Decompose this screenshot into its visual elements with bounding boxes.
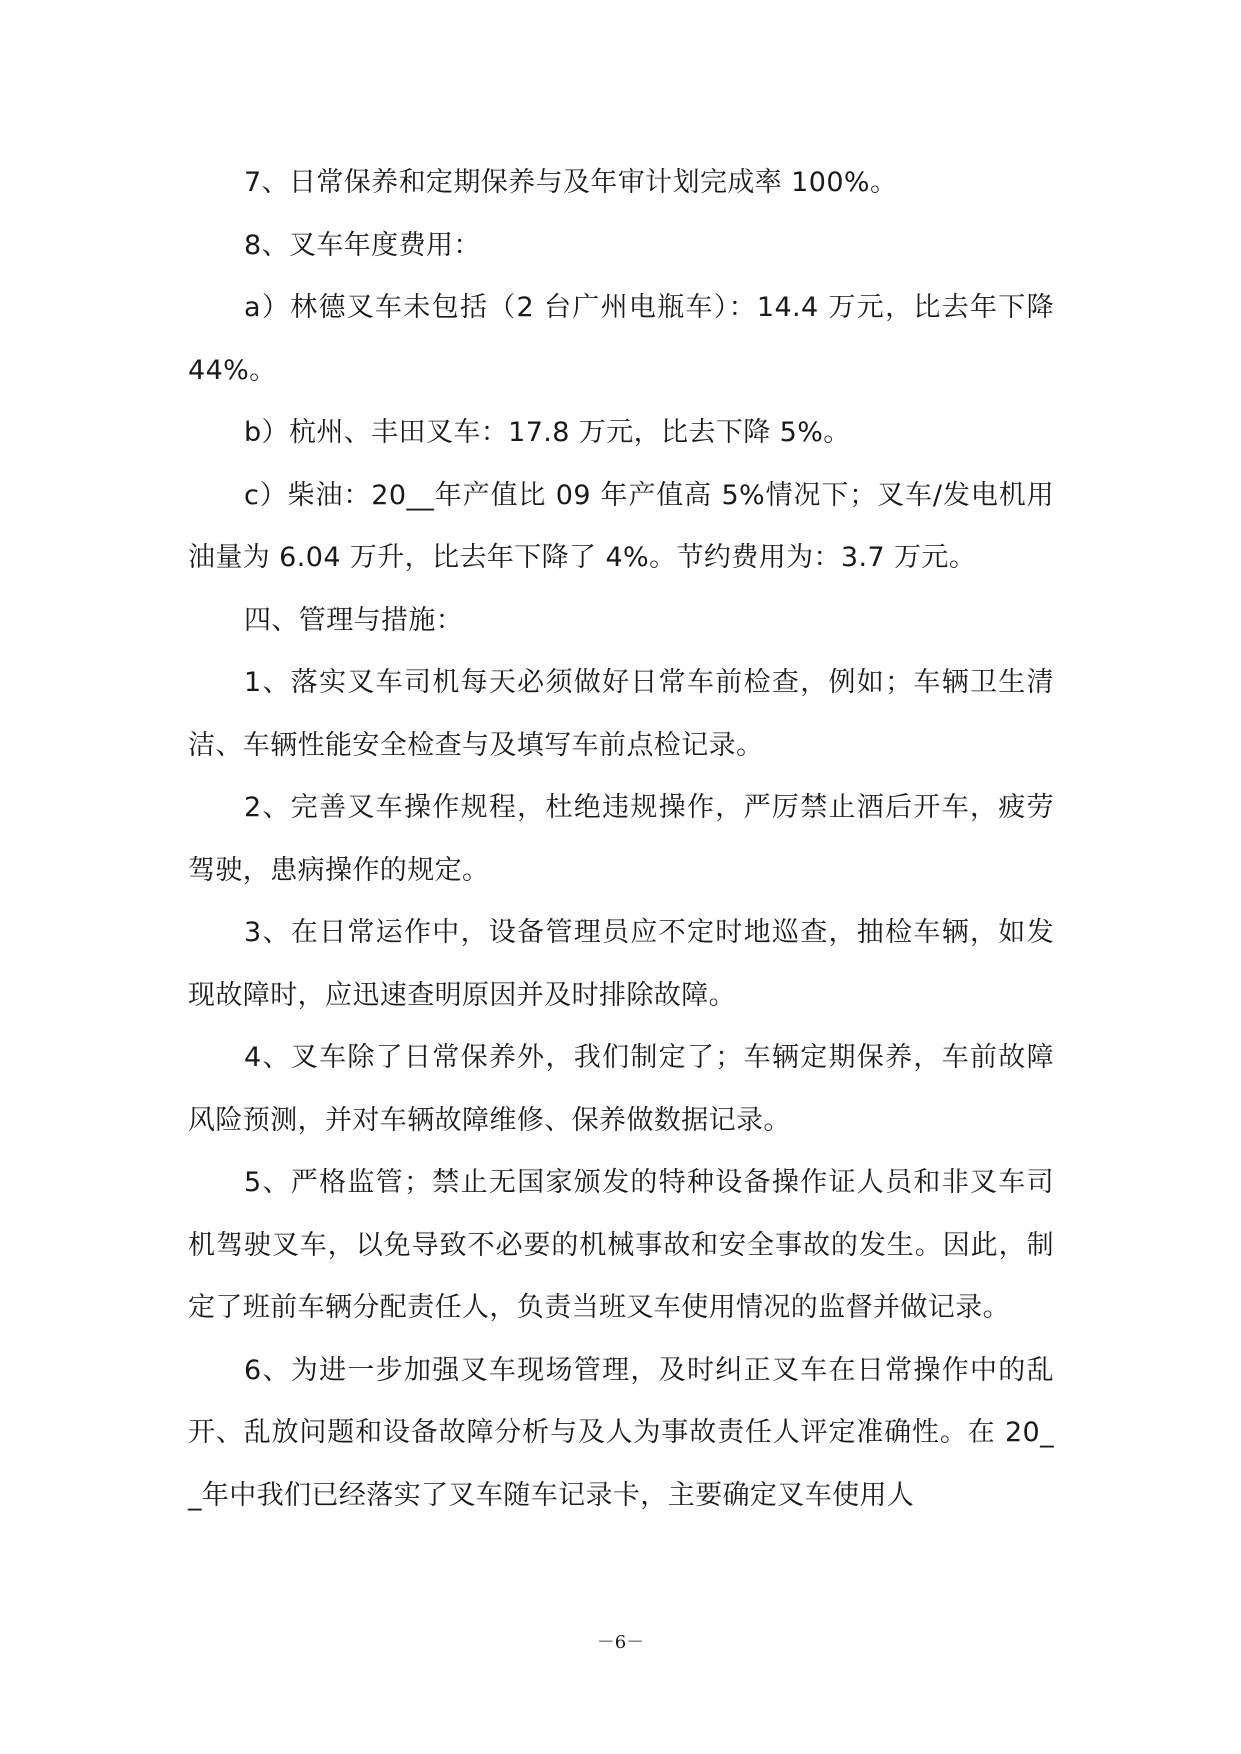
paragraph-measure-4: 4、叉车除了日常保养外，我们制定了；车辆定期保养，车前故障风险预测，并对车辆故障维修、保养做数据记录。 xyxy=(188,1042,1054,1136)
paragraph-measure-3: 3、在日常运作中，设备管理员应不定时地巡查，抽检车辆，如发现故障时，应迅速查明原因并及时排除故障。 xyxy=(188,917,1054,1011)
paragraph-measure-6: 6、为进一步加强叉车现场管理，及时纠正叉车在日常操作中的乱开、乱放问题和设备故障分析与及人为事故责任人评定准确性。在 20__年中我们已经落实了叉车随车记录卡，主要确定叉车使用人 xyxy=(188,1354,1054,1511)
paragraph-item-7: 7、日常保养和定期保养与及年审计划完成率 100%。 xyxy=(244,167,898,198)
page-number: －6－ xyxy=(596,1632,645,1653)
paragraph-item-8: 8、叉车年度费用： xyxy=(244,229,481,261)
document-body xyxy=(188,152,1054,1527)
paragraph-measure-1: 1、落实叉车司机每天必须做好日常车前检查，例如；车辆卫生清洁、车辆性能安全检查与及填写车前点检记录。 xyxy=(188,667,1054,761)
paragraph-measure-2: 2、完善叉车操作规程，杜绝违规操作，严厉禁止酒后开车，疲劳驾驶，患病操作的规定。 xyxy=(188,792,1054,886)
section-heading-management: 四、管理与措施： xyxy=(244,604,464,636)
paragraph-item-8a: a）林德叉车未包括（2 台广州电瓶车）：14.4 万元，比去年下降 44%。 xyxy=(188,292,1054,386)
paragraph-measure-5: 5、严格监管；禁止无国家颁发的特种设备操作证人员和非叉车司机驾驶叉车，以免导致不必要的机械事故和安全事故的发生。因此，制定了班前车辆分配责任人，负责当班叉车使用情况的监督并做记录。 xyxy=(188,1167,1054,1323)
paragraph-item-8c: c）柴油：20__年产值比 09 年产值高 5%情况下；叉车/发电机用油量为 6.04 万升，比去年下降了 4%。节约费用为：3.7 万元。 xyxy=(188,479,1054,573)
paragraph-item-8b: b）杭州、丰田叉车：17.8 万元，比去下降 5%。 xyxy=(244,417,851,448)
